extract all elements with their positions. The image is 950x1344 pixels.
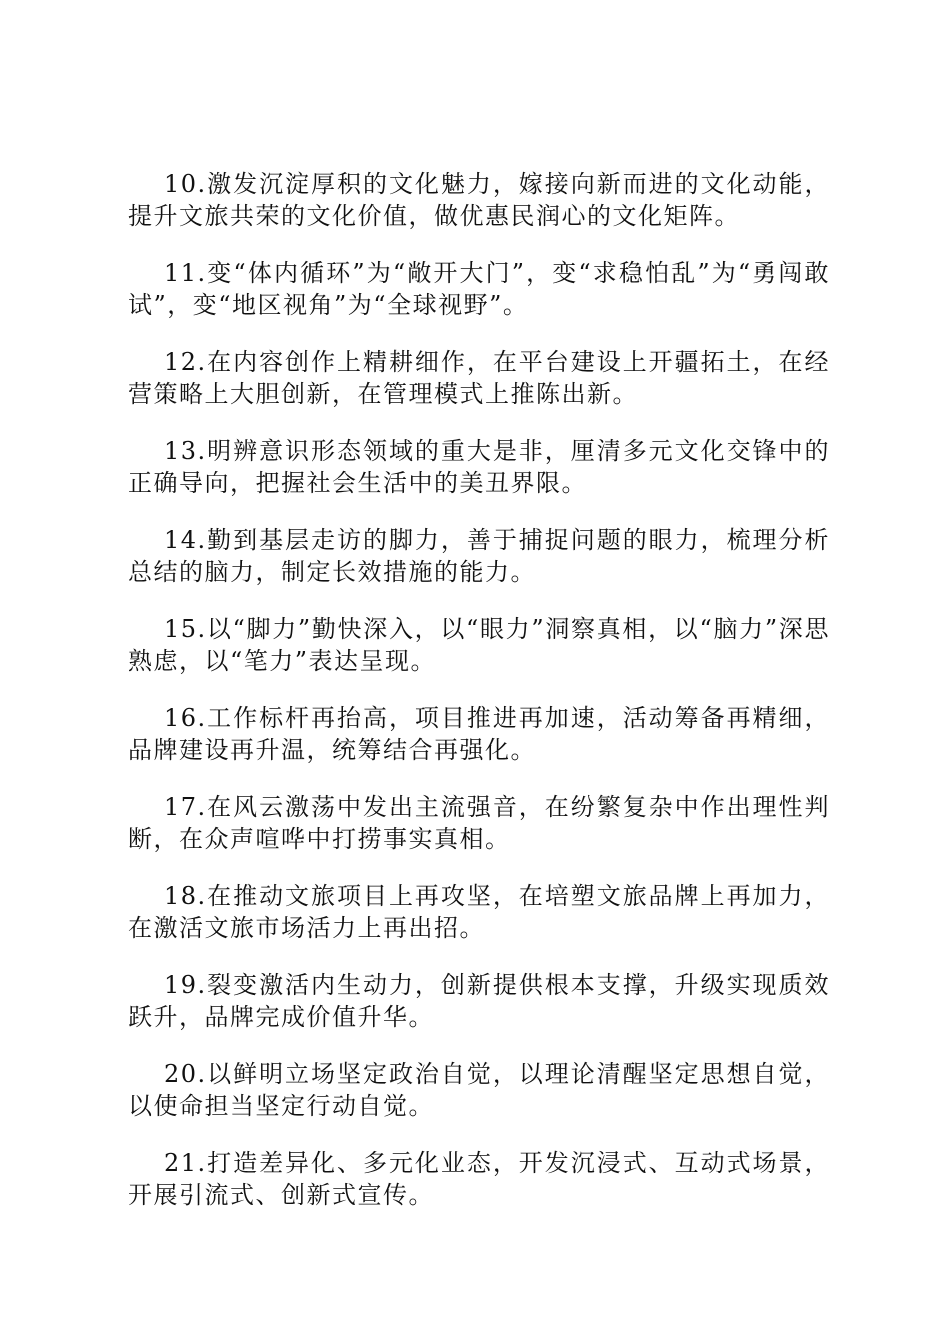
paragraph-15 [128, 613, 830, 677]
paragraph-19 [128, 969, 830, 1033]
paragraph-text: 以“脚力”勤快深入，以“眼力”洞察真相，以“脑力”深思熟虑，以“笔力”表达呈现。 [128, 615, 830, 675]
paragraph-text: 在推动文旅项目上再攻坚，在培塑文旅品牌上再加力，在激活文旅市场活力上再出招。 [128, 882, 830, 942]
document-body [128, 168, 830, 1236]
paragraph-number: 11. [164, 259, 207, 287]
paragraph-12 [128, 346, 830, 410]
paragraph-16 [128, 702, 830, 766]
paragraph-text: 勤到基层走访的脚力，善于捕捉问题的眼力，梳理分析总结的脑力，制定长效措施的能力。 [128, 526, 830, 586]
paragraph-11 [128, 257, 830, 321]
paragraph-text: 裂变激活内生动力，创新提供根本支撑，升级实现质效跃升，品牌完成价值升华。 [128, 971, 830, 1031]
paragraph-text: 在内容创作上精耕细作，在平台建设上开疆拓土，在经营策略上大胆创新，在管理模式上推陈出新。 [128, 348, 830, 408]
paragraph-text: 以鲜明立场坚定政治自觉，以理论清醒坚定思想自觉，以使命担当坚定行动自觉。 [128, 1060, 830, 1120]
paragraph-number: 20. [164, 1060, 207, 1088]
paragraph-14 [128, 524, 830, 588]
paragraph-text: 在风云激荡中发出主流强音，在纷繁复杂中作出理性判断，在众声喧哗中打捞事实真相。 [128, 793, 830, 853]
paragraph-number: 19. [164, 971, 207, 999]
paragraph-10 [128, 168, 830, 232]
paragraph-text: 明辨意识形态领域的重大是非，厘清多元文化交锋中的正确导向，把握社会生活中的美丑界限。 [128, 437, 830, 497]
paragraph-number: 14. [164, 526, 207, 554]
paragraph-number: 17. [164, 793, 207, 821]
paragraph-number: 15. [164, 615, 207, 643]
paragraph-text: 打造差异化、多元化业态，开发沉浸式、互动式场景，开展引流式、创新式宣传。 [128, 1149, 830, 1209]
paragraph-number: 10. [164, 170, 207, 198]
paragraph-text: 工作标杆再抬高，项目推进再加速，活动筹备再精细，品牌建设再升温，统筹结合再强化。 [128, 704, 830, 764]
paragraph-13 [128, 435, 830, 499]
paragraph-21 [128, 1147, 830, 1211]
paragraph-number: 12. [164, 348, 207, 376]
paragraph-text: 激发沉淀厚积的文化魅力，嫁接向新而进的文化动能，提升文旅共荣的文化价值，做优惠民润心的文化矩阵。 [128, 170, 830, 230]
paragraph-number: 16. [164, 704, 207, 732]
paragraph-text: 变“体内循环”为“敞开大门”，变“求稳怕乱”为“勇闯敢试”，变“地区视角”为“全球视野”。 [128, 259, 830, 319]
paragraph-number: 13. [164, 437, 207, 465]
paragraph-20 [128, 1058, 830, 1122]
paragraph-number: 21. [164, 1149, 207, 1177]
paragraph-17 [128, 791, 830, 855]
paragraph-number: 18. [164, 882, 207, 910]
paragraph-18 [128, 880, 830, 944]
